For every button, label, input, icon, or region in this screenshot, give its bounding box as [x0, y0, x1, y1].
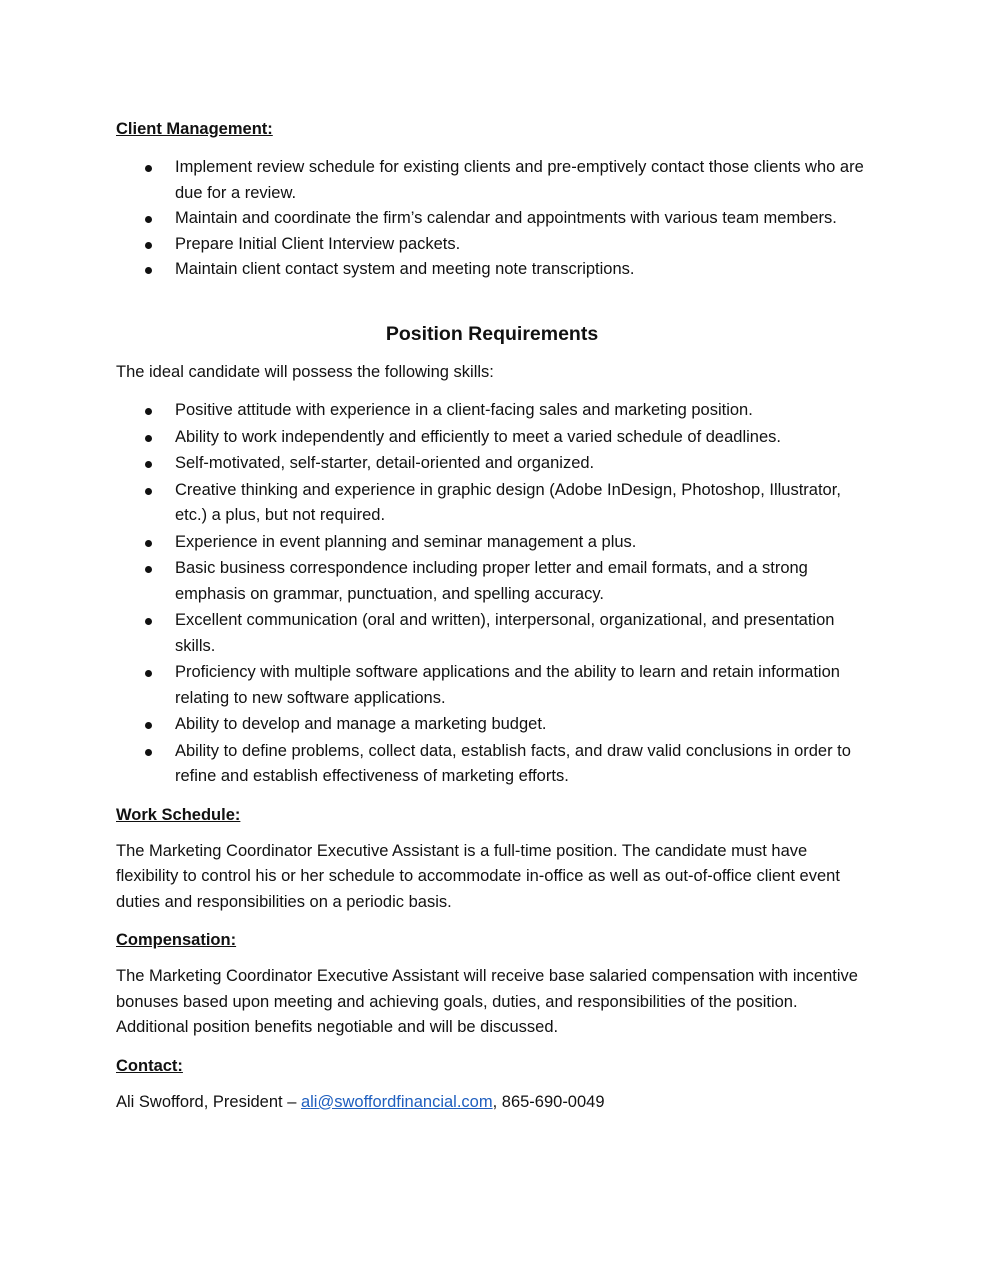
- client-management-list: [116, 155, 868, 283]
- bullet-icon: [145, 165, 152, 172]
- bullet-icon: [145, 267, 152, 274]
- bullet-icon: [145, 242, 152, 249]
- list-item: Experience in event planning and seminar management a plus.: [116, 530, 868, 556]
- document-content: [116, 116, 868, 1115]
- bullet-icon: [145, 618, 152, 625]
- list-item: Ability to develop and manage a marketing budget.: [116, 712, 868, 738]
- bullet-icon: [145, 670, 152, 677]
- list-item: Maintain and coordinate the firm’s calendar and appointments with various team members.: [116, 206, 868, 232]
- contact-phone: , 865-690-0049: [492, 1092, 605, 1111]
- list-item: Implement review schedule for existing clients and pre-emptively contact those clients who are due for a review.: [116, 155, 868, 206]
- bullet-icon: [145, 216, 152, 223]
- bullet-icon: [145, 435, 152, 442]
- compensation-heading: Compensation:: [116, 931, 237, 949]
- requirements-intro: The ideal candidate will possess the following skills:: [116, 362, 494, 381]
- contact-name-title: Ali Swofford, President –: [116, 1092, 301, 1111]
- list-item: Excellent communication (oral and written), interpersonal, organizational, and presentation skills.: [116, 608, 868, 659]
- bullet-icon: [145, 540, 152, 547]
- list-item: Ability to work independently and efficiently to meet a varied schedule of deadlines.: [116, 425, 868, 451]
- list-item: Maintain client contact system and meeting note transcriptions.: [116, 257, 868, 283]
- bullet-icon: [145, 566, 152, 573]
- contact-email-link[interactable]: ali@swoffordfinancial.com: [300, 1092, 493, 1111]
- bullet-icon: [145, 461, 152, 468]
- requirements-list: [116, 398, 868, 790]
- list-item: Ability to define problems, collect data, establish facts, and draw valid conclusions in order to refine and establish effectiveness of marketing efforts.: [116, 739, 868, 790]
- bullet-icon: [145, 408, 152, 415]
- position-requirements-heading: Position Requirements: [385, 322, 599, 345]
- list-item: Proficiency with multiple software applications and the ability to learn and retain information relating to new software applications.: [116, 660, 868, 711]
- bullet-icon: [145, 749, 152, 756]
- list-item: Prepare Initial Client Interview packets.: [116, 232, 868, 258]
- list-item: Basic business correspondence including proper letter and email formats, and a strong emphasis on grammar, punctuation, and spelling accuracy.: [116, 556, 868, 607]
- contact-line: [116, 1090, 868, 1116]
- compensation-text: The Marketing Coordinator Executive Assistant will receive base salaried compensation with incentive bonuses based upon meeting and achieving goals, duties, and responsibilities of the position. Additional position benefits negotiable and will be discussed.: [116, 967, 858, 1036]
- list-item: Self-motivated, self-starter, detail-oriented and organized.: [116, 451, 868, 477]
- work-schedule-heading: Work Schedule:: [116, 805, 241, 824]
- client-management-heading: Client Management:: [116, 120, 273, 138]
- list-item: Positive attitude with experience in a client-facing sales and marketing position.: [116, 398, 868, 424]
- contact-heading: Contact:: [116, 1056, 183, 1075]
- work-schedule-text: The Marketing Coordinator Executive Assistant is a full-time position. The candidate must have flexibility to control his or her schedule to accommodate in-office as well as out-of-office client event duties and responsibilities on a periodic basis.: [116, 841, 840, 911]
- bullet-icon: [145, 722, 152, 729]
- list-item: Creative thinking and experience in graphic design (Adobe InDesign, Photoshop, Illustrator, etc.) a plus, but not required.: [116, 478, 868, 529]
- bullet-icon: [145, 488, 152, 495]
